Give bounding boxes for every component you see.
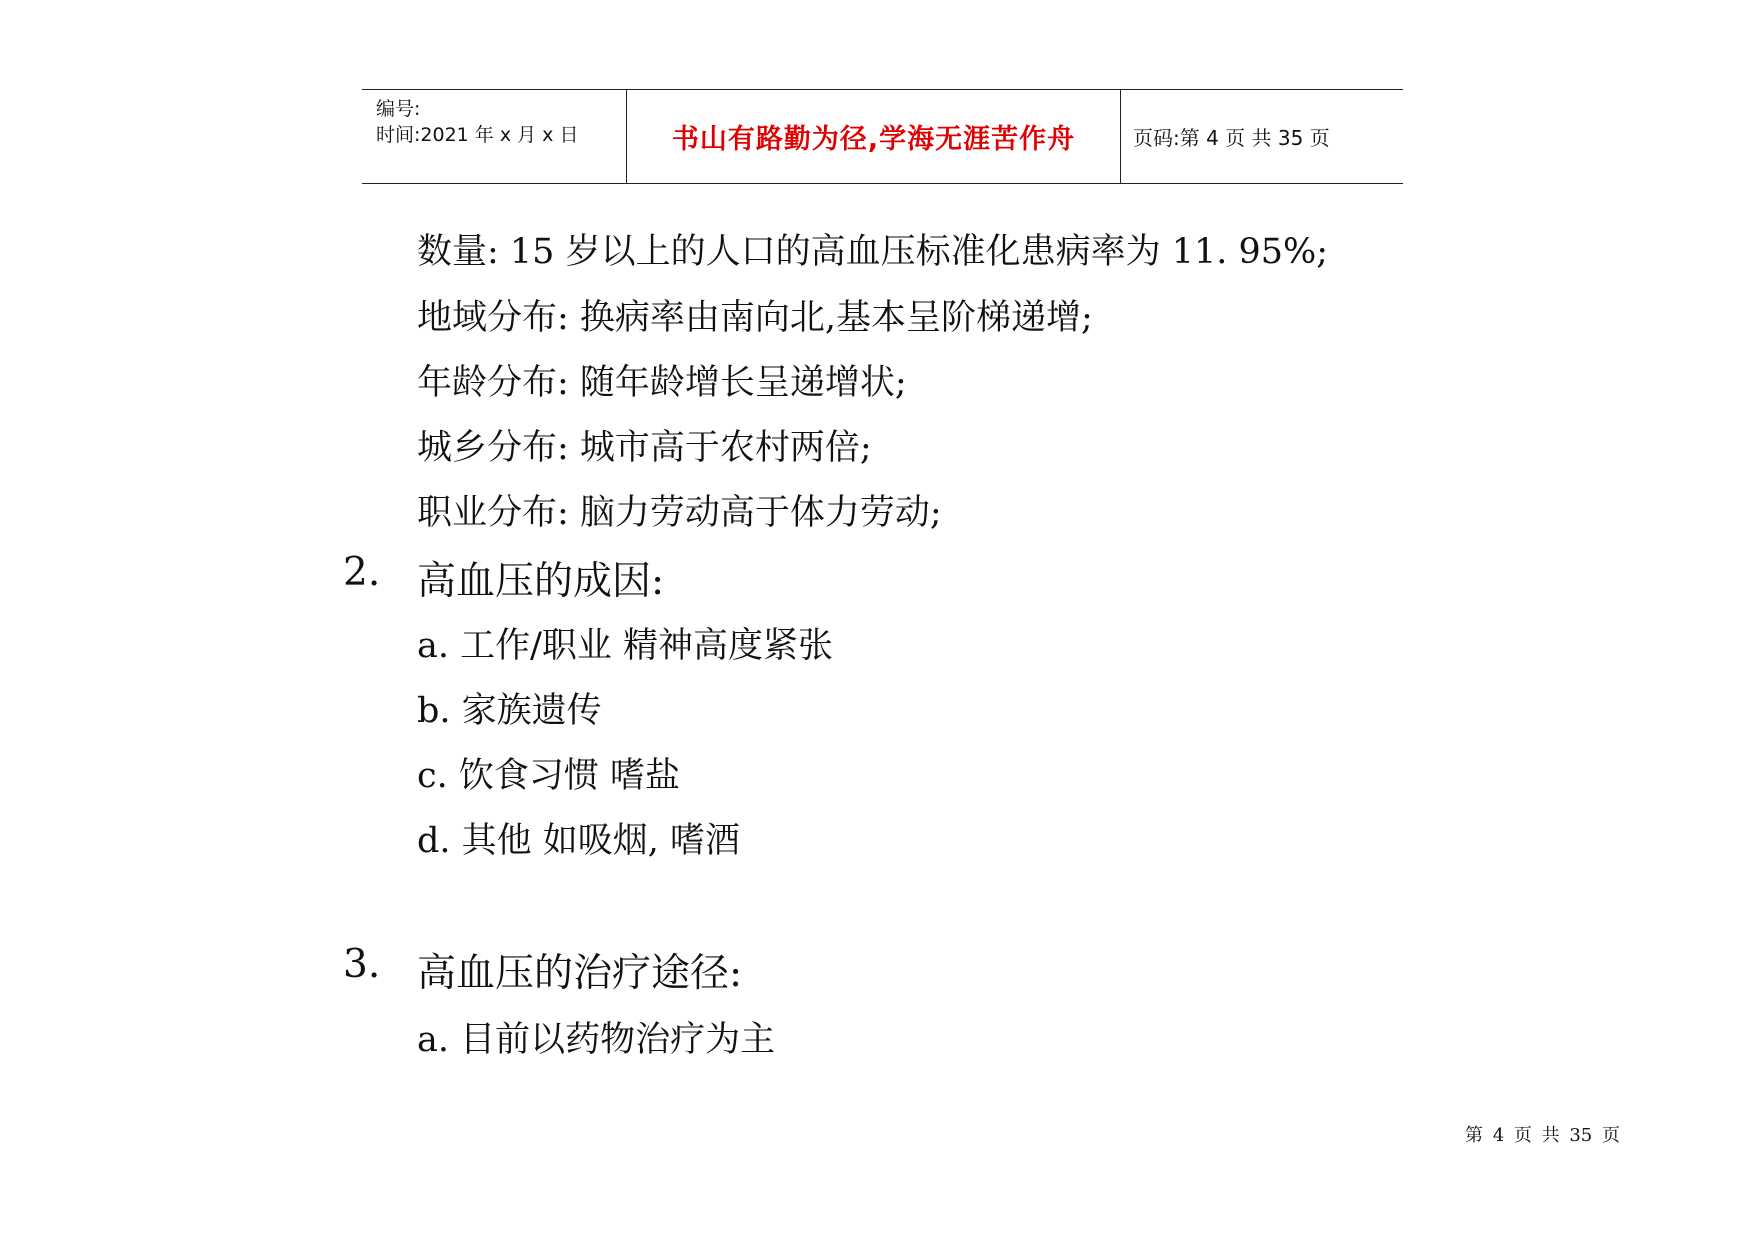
section-2-item-b: b. 家族遗传 <box>417 691 602 731</box>
document-number-label: 编号: <box>376 98 421 120</box>
body-line-occupation: 职业分布: 脑力劳动高于体力劳动; <box>417 493 942 533</box>
section-3-title: 高血压的治疗途径: <box>417 951 743 996</box>
section-2-number: 2. <box>343 550 381 595</box>
page-header <box>362 89 1403 184</box>
section-2-item-c: c. 饮食习惯 嗜盐 <box>417 756 680 796</box>
page-footer: 第 4 页 共 35 页 <box>1465 1125 1620 1146</box>
body-line-age: 年龄分布: 随年龄增长呈递增状; <box>417 363 907 403</box>
section-2-item-d: d. 其他 如吸烟, 嗜酒 <box>417 821 741 861</box>
section-3-item-a: a. 目前以药物治疗为主 <box>417 1020 776 1060</box>
body-line-region: 地域分布: 换病率由南向北,基本呈阶梯递增; <box>417 298 1093 338</box>
header-motto: 书山有路勤为径,学海无涯苦作舟 <box>671 124 1076 155</box>
header-left-cell <box>362 90 627 183</box>
document-date-label: 时间:2021 年 x 月 x 日 <box>376 124 579 146</box>
header-page-label: 页码:第 4 页 共 35 页 <box>1133 126 1330 150</box>
body-line-urban-rural: 城乡分布: 城市高于农村两倍; <box>417 428 872 468</box>
section-2-title: 高血压的成因: <box>417 559 665 604</box>
section-3-number: 3. <box>343 942 381 987</box>
header-right-cell <box>1121 90 1403 183</box>
body-line-quantity: 数量: 15 岁以上的人口的高血压标准化患病率为 11. 95%; <box>417 232 1329 272</box>
header-middle-cell <box>627 90 1121 183</box>
section-2-item-a: a. 工作/职业 精神高度紧张 <box>417 626 834 666</box>
